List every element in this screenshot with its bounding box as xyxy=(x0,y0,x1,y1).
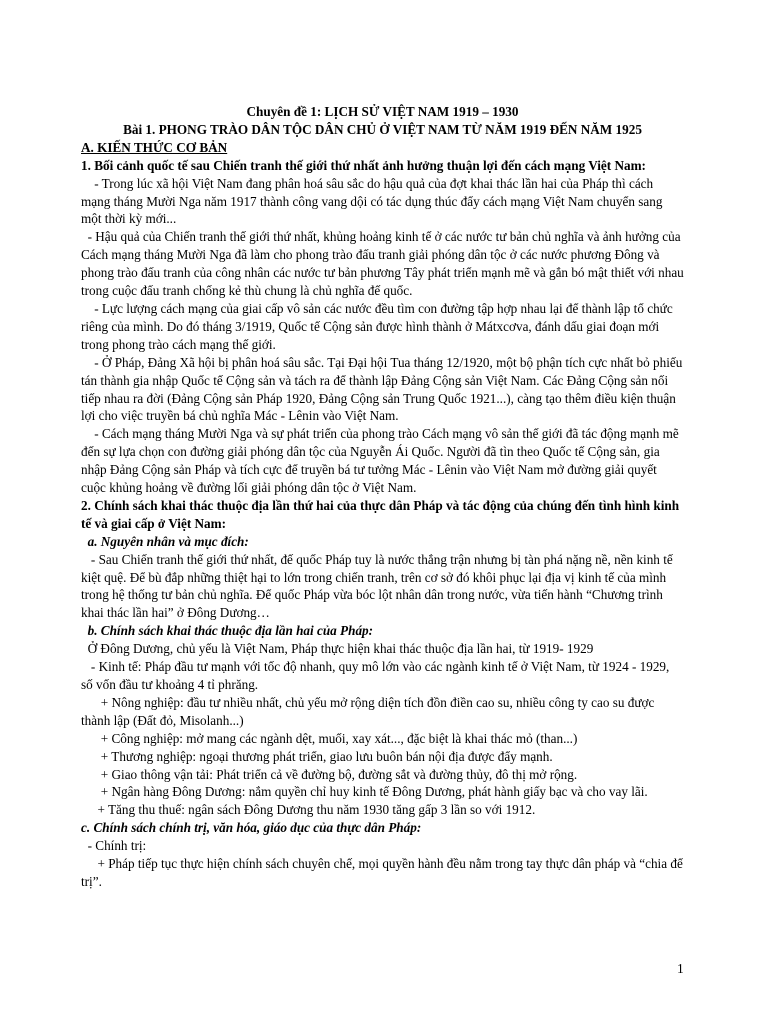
paragraph-9: + Nông nghiệp: đầu tư nhiều nhất, chủ yếu mở rộng diện tích đồn điền cao su, nhiều công ty cao su được thành lập (Đất đỏ, Misolanh...) xyxy=(81,694,658,728)
chapter-title: Chuyên đề 1: LỊCH SỬ VIỆT NAM 1919 – 1930 xyxy=(246,104,519,119)
subheading-2b: b. Chính sách khai thác thuộc địa lần hai của Pháp: xyxy=(81,623,374,639)
heading-2: 2. Chính sách khai thác thuộc địa lần thứ hai của thực dân Pháp và tác động của chúng đến tình hình kinh tế và giai cấp ở Việt Nam: xyxy=(81,497,680,531)
paragraph-7: Ở Đông Dương, chủ yếu là Việt Nam, Pháp thực hiện khai thác thuộc địa lần hai, từ 1919- 1929 xyxy=(81,641,594,657)
paragraph-3: - Lực lượng cách mạng của giai cấp vô sản các nước đều tìm con đường tập hợp nhau lại để thành lập tổ chức riêng của mình. Do đó tháng 3/1919, Quốc tế Cộng sản được hình thành ở Mátxcơva, đánh dấu giai đoạn mới trong phong trào cách mạng thế giới. xyxy=(81,300,676,352)
document-body xyxy=(81,103,688,891)
subheading-2a: a. Nguyên nhân và mục đích: xyxy=(81,533,249,549)
subheading-2c: c. Chính sách chính trị, văn hóa, giáo dục của thực dân Pháp: xyxy=(81,820,422,836)
paragraph-4: - Ở Pháp, Đảng Xã hội bị phân hoá sâu sắc. Tại Đại hội Tua tháng 12/1920, một bộ phận tích cực nhất bỏ phiếu tán thành gia nhập Quốc tế Cộng sản và tách ra để thành lập Đảng Cộng sản Việt Nam. Các Đảng Cộng sản nối tiếp nhau ra đời (Đảng Cộng sản Pháp 1920, Đảng Cộng sản Trung Quốc 1921...), càng tạo thêm điều kiện thuận lợi cho việc truyền bá chủ nghĩa Mác - Lênin vào Việt Nam. xyxy=(81,354,686,424)
paragraph-5: - Cách mạng tháng Mười Nga và sự phát triển của phong trào Cách mạng vô sản thế giới đã tác động mạnh mẽ đến sự lựa chọn con đường giải phóng dân tộc của Nguyễn Ái Quốc. Người đã tìn theo Quốc tế Cộng sản, gia nhập Đảng Cộng sản Pháp và tích cực để truyền bá tư tưởng Mác - Lênin vào Việt Nam mở đường giải quyết cuộc khủng hoảng về đường lối giải phóng dân tộc ở Việt Nam. xyxy=(81,426,683,496)
paragraph-13: + Ngân hàng Đông Dương: nắm quyền chỉ huy kinh tế Đông Dương, phát hành giấy bạc và cho vay lãi. xyxy=(81,784,648,800)
paragraph-10: + Công nghiệp: mở mang các ngành dệt, muối, xay xát..., đặc biệt là khai thác mỏ (than...) xyxy=(81,730,578,746)
section-a-heading: A. KIẾN THỨC CƠ BẢN xyxy=(81,139,228,155)
lesson-title: Bài 1. PHONG TRÀO DÂN TỘC DÂN CHỦ Ở VIỆT NAM TỪ NĂM 1919 ĐẾN NĂM 1925 xyxy=(123,121,642,137)
paragraph-12: + Giao thông vận tải: Phát triển cả về đường bộ, đường sắt và đường thủy, đô thị mở rộng. xyxy=(81,766,578,782)
paragraph-6: - Sau Chiến tranh thế giới thứ nhất, đế quốc Pháp tuy là nước thắng trận nhưng bị tàn phá nặng nề, nền kinh tế kiệt quệ. Để bù đắp những thiệt hại to lớn trong chiến tranh, trên cơ sở đó khôi phục lại địa vị kinh tế của mình trong hệ thống tư bản chủ nghĩa. Để quốc Pháp vừa bóc lột nhân dân trong nước, vừa tiến hành “Chương trình khai thác lần hai” ở Đông Dương… xyxy=(81,551,677,621)
heading-1: 1. Bối cảnh quốc tế sau Chiến tranh thế giới thứ nhất ảnh hưởng thuận lợi đến cách mạng Việt Nam: xyxy=(81,157,646,173)
paragraph-1: - Trong lúc xã hội Việt Nam đang phân hoá sâu sắc do hậu quả của đợt khai thác lần hai của Pháp thì cách mạng tháng Mười Nga năm 1917 thành công vang dội có tác dụng thúc đẩy cách mạng Việt Nam chuyển sang một thời kỳ mới... xyxy=(81,175,666,227)
paragraph-14: + Tăng thu thuế: ngân sách Đông Dương thu năm 1930 tăng gấp 3 lần so với 1912. xyxy=(81,802,536,818)
paragraph-16: + Pháp tiếp tục thực hiện chính sách chuyên chế, mọi quyền hành đều nằm trong tay thực dân pháp và “chia để trị”. xyxy=(81,856,687,889)
paragraph-15: - Chính trị: xyxy=(81,838,147,854)
page-number: 1 xyxy=(677,961,684,976)
paragraph-2: - Hậu quả của Chiến tranh thế giới thứ nhất, khủng hoảng kinh tế ở các nước tư bản chủ nghĩa và ảnh hưởng của Cách mạng tháng Mười Nga đã làm cho phong trào đấu tranh giải phóng dân tộc ở các nước phương Đông và phong trào đấu tranh của công nhân các nước tư bản phương Tây phát triển mạnh mẽ và gắn bó mật thiết với nhau trong cuộc đấu tranh chống kẻ thù chung là chủ nghĩa đế quốc. xyxy=(81,229,688,299)
paragraph-8: - Kinh tế: Pháp đầu tư mạnh với tốc độ nhanh, quy mô lớn vào các ngành kinh tế ở Việt Nam, từ 1924 - 1929, số vốn đầu tư khoảng 4 tỉ phrăng. xyxy=(81,659,673,692)
paragraph-11: + Thương nghiệp: ngoại thương phát triển, giao lưu buôn bán nội địa được đẩy mạnh. xyxy=(81,748,553,764)
